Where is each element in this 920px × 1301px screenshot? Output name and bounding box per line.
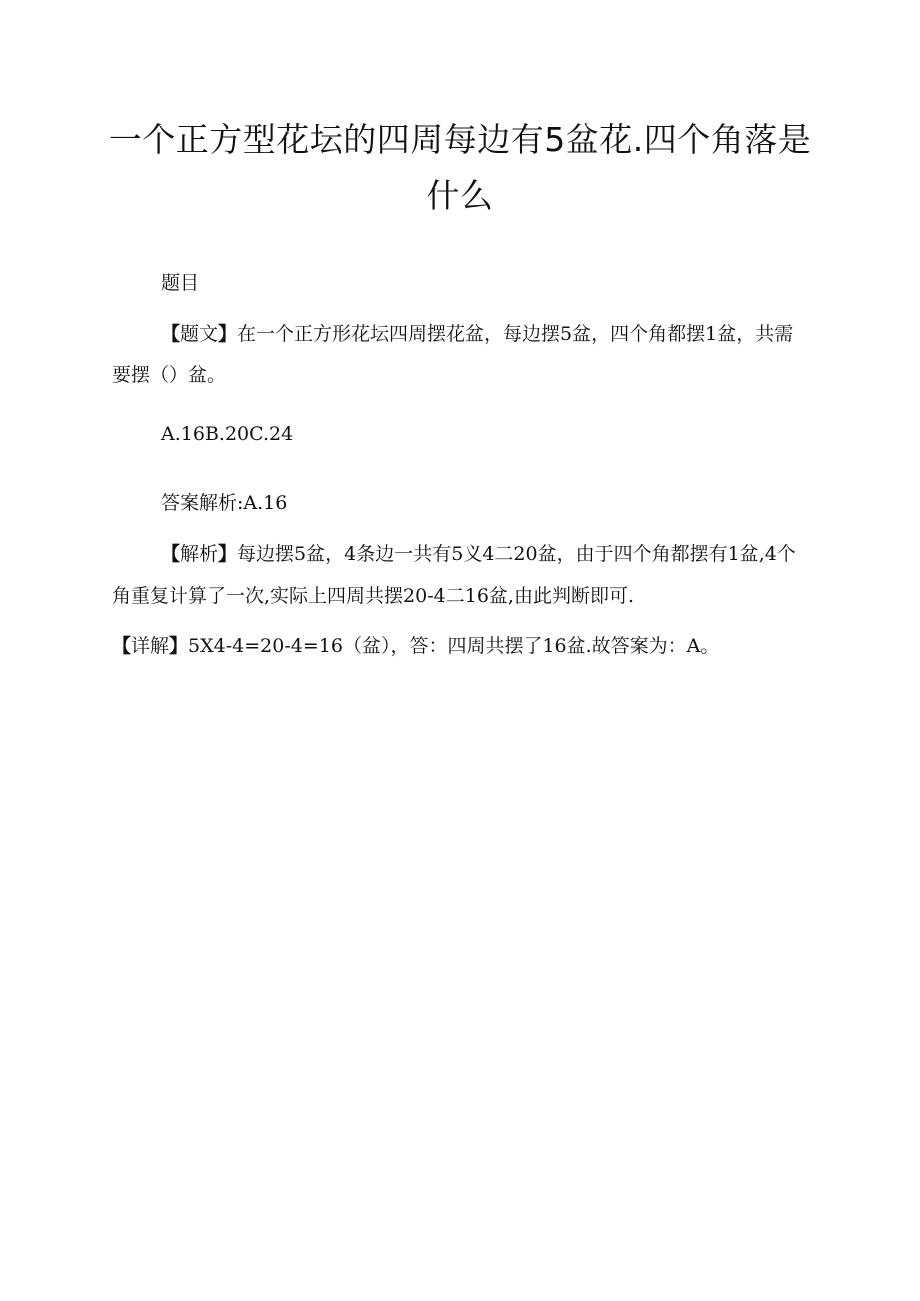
detail-tag-label: 详解 [131, 635, 170, 657]
section-heading: 题目 [161, 272, 200, 294]
question-tag-open: 【 [161, 323, 181, 345]
question-paragraph [112, 314, 812, 396]
question-text: 在一个正方形花坛四周摆花盆，每边摆5盆，四个角都摆1盆，共需要摆（）盆。 [112, 323, 794, 386]
analysis-text: 每边摆5盆，4条边一共有5义4二20盆，由于四个角都摆有1盆,4个角重复计算了一次,实际上四周共摆20-4二16盆,由此判断即可. [112, 543, 796, 607]
answer-line: 答案解析:A.16 [161, 492, 288, 514]
analysis-paragraph [112, 533, 812, 617]
question-tag-label: 题文 [180, 323, 219, 345]
detail-text: 5X4-4=20-4=16（盆），答：四周共摆了16盆.故答案为：A。 [188, 635, 720, 657]
analysis-tag-close: 】 [218, 543, 238, 565]
document-title: 一个正方型花坛的四周每边有5盆花.四个角落是什么 [108, 120, 812, 215]
analysis-tag-label: 解析 [180, 543, 219, 565]
analysis-tag-open: 【 [161, 543, 181, 565]
detail-tag-open: 【 [112, 635, 132, 657]
question-tag-close: 】 [218, 323, 238, 345]
detail-paragraph [112, 626, 832, 667]
detail-tag-close: 】 [169, 635, 189, 657]
answer-options: A.16B.20C.24 [161, 423, 294, 445]
